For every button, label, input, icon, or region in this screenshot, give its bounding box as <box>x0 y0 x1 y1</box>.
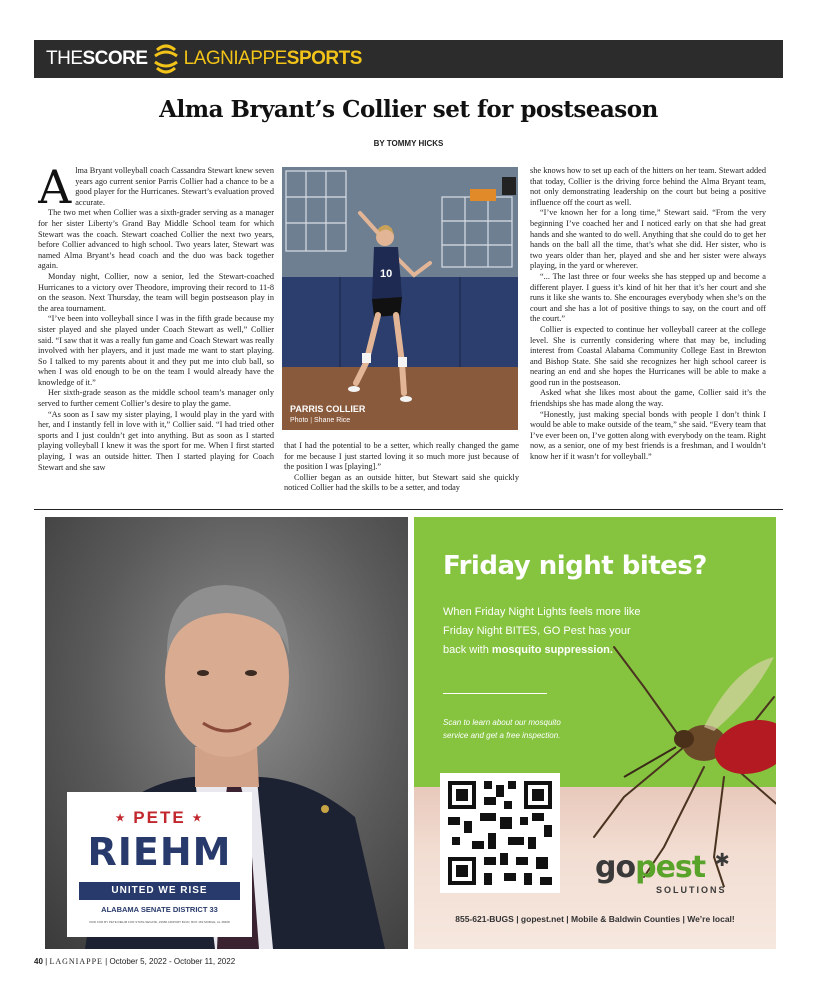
article-paragraph: “... The last three or four weeks she has stepped up and become a different player. I guess it’s kind of hit her that it’s her court and she runs it like she wants to. She encourages everybody when she’s on the court and she has a lot of positive things to say, on the court and off the court.” <box>530 271 766 324</box>
campaign-sign <box>67 792 252 937</box>
article-paragraph: “I’ve been into volleyball since I was in the fifth grade because my sister played and she played under Coach Stewart as well,” Collier said. “I saw that it was a really fun game and Coach Stewart was really involved with her players, and it just made me want to start playing. So I talked to my parents about it and they put me into club ball, so when I was old enough to be on the team I would already have the knowledge of it.” <box>38 314 274 387</box>
drop-cap: A <box>38 166 72 214</box>
campaign-district: ALABAMA SENATE DISTRICT 33 <box>101 905 218 914</box>
article-paragraph: “Honestly, just making special bonds with people I don’t think I would be able to make outside of the team,” she said. “Every team that I’ve ever been on, I’ve gotten along with everybody on the team. Right now, as a senior, one of my best friends is a freshman, and I wouldn’t know her if it wasn’t for volleyball.” <box>530 409 766 462</box>
candidate-first-name <box>67 808 252 828</box>
candidate-first-name-text: PETE <box>133 808 186 827</box>
gopest-logo-pest: pest <box>635 850 706 885</box>
article-column-1 <box>38 166 274 502</box>
publication-name: LAGNIAPPE <box>49 957 103 966</box>
article-photo <box>282 167 518 430</box>
photo-caption-credit: Photo | Shane Rice <box>290 417 351 424</box>
article-paragraph: The two met when Collier was a sixth-grader serving as a manager for her sister Liberty’s Grand Bay Middle School team for which Stewart was the coach. Stewart coached Collier the next two years, before Collier advanced to high school. Two years later, Stewart was named Alma Bryant’s head coach and the duo was back together again. <box>38 208 274 271</box>
gopest-logo <box>595 850 729 885</box>
article-column-2 <box>284 441 519 501</box>
gopest-contact-footer: 855-621-BUGS | gopest.net | Mobile & Baldwin Counties | We’re local! <box>455 914 735 924</box>
page-number: 40 <box>34 957 43 966</box>
swirl-logo-icon <box>152 44 180 74</box>
gopest-scan-text: Scan to learn about our mosquito service and get a free inspection. <box>443 718 561 740</box>
photo-credit-label: Photo <box>290 417 309 424</box>
paid-for-disclaimer: PAID FOR BY PETE RIEHM FOR STATE SENATE, 23680 AIRPORT BLVD, BOX 169 MOBILE, AL 36608 <box>89 920 230 924</box>
mosquito-icon <box>584 627 776 887</box>
campaign-slogan: UNITED WE RISE <box>79 882 240 900</box>
gopest-divider <box>443 693 547 694</box>
folio-separator: | <box>45 957 48 966</box>
section-header <box>34 40 783 78</box>
article-paragraph: Monday night, Collier, now a senior, led the Stewart-coached Hurricanes to a victory over Theodore, improving their record to 11-8 on the season. Next Thursday, the team will begin postseason play in the area tournament. <box>38 271 274 313</box>
article-byline: BY TOMMY HICKS <box>373 139 444 148</box>
article-paragraph: she knows how to set up each of the hitters on her team. Stewart added that today, Collier is the driving force behind the Alma Bryant team, not only demonstrating leadership on the court but being a positive influence off the court as well. <box>530 166 766 207</box>
section-header-lagniappe: LAGNIAPPE <box>183 48 287 69</box>
article-paragraph: “As soon as I saw my sister playing, I would play in the yard with her, and I instantly fell in love with it,” Collier said. “I had tried other sports and I just couldn’t get into anything. But as soon as I started playing volleyball I knew it was the sport for me. When I first started playing, I was an outside hitter. Then I started playing for Coach Stewart and she saw <box>38 409 274 472</box>
article-headline: Alma Bryant’s Collier set for postseason <box>159 96 658 123</box>
qr-code-icon[interactable] <box>440 773 560 893</box>
article-paragraph: lma Bryant volleyball coach Cassandra Stewart knew seven years ago current senior Parris Collier had a chance to be a good player for the Hurricanes. Stewart’s evaluation proved accurate. <box>75 166 274 207</box>
issue-dates: | October 5, 2022 - October 11, 2022 <box>105 957 236 966</box>
article-paragraph: Collier began as an outside hitter, but Stewart said she quickly noticed Collier had the skills to be a setter, and today <box>284 472 519 493</box>
section-header-the: THE <box>46 48 83 69</box>
bug-icon: ✱ <box>714 850 729 871</box>
gopest-headline: Friday night bites? <box>443 551 707 581</box>
ad-pete-riehm[interactable] <box>45 517 408 949</box>
section-header-score: SCORE <box>82 48 148 69</box>
gopest-body <box>443 603 643 660</box>
candidate-last-name: RIEHM <box>87 830 232 874</box>
star-icon: ★ <box>115 813 127 825</box>
page-folio <box>34 957 235 966</box>
article-paragraph: “I’ve known her for a long time,” Stewart said. “From the very beginning I’ve coached her and I noticed early on that she had great hands and she wanted to do well. Anything that she could do to get her hands on the ball all the time, that’s what she did. Her sister, who is two years older than her, played and she and her sister were always playing, in the yard or wherever. <box>530 208 766 271</box>
section-header-sports: SPORTS <box>286 48 362 69</box>
photo-caption-name: PARRIS COLLIER <box>290 404 366 414</box>
section-divider <box>34 509 783 510</box>
photo-credit-name: Shane Rice <box>314 417 351 424</box>
article-column-3 <box>530 166 766 502</box>
gopest-logo-go: go <box>595 850 636 885</box>
article-paragraph: Collier is expected to continue her volleyball career at the college level. She is currently considering where that may be, including interest from Coastal Alabama Community College East in Brewton and Bishop State. She said she recognizes her high school career is nearing an end and she hopes the Hurricanes will be able to make a good run in the postseason. <box>530 324 766 387</box>
gopest-body-text: When Friday Night Lights feels more like Friday Night BITES, GO Pest has your back with <box>443 606 641 656</box>
article-paragraph: Asked what she likes most about the game, Collier said it’s the friendships she has made along the way. <box>530 388 766 409</box>
jersey-number: 10 <box>380 268 393 280</box>
volleyball-player-illustration <box>282 167 518 430</box>
qr-code-graphic <box>448 781 552 885</box>
ad-gopest[interactable] <box>414 517 776 949</box>
gopest-logo-subtitle: SOLUTIONS <box>656 885 727 895</box>
star-icon: ★ <box>192 813 204 825</box>
gopest-body-bold: mosquito suppression. <box>491 644 613 656</box>
article-paragraph: that I had the potential to be a setter, which really changed the game for me because I just started loving it so much more just because of the position I was [playing].” <box>284 441 519 472</box>
article-paragraph: Her sixth-grade season as the middle school team’s manager only served to further cement Collier’s desire to play the game. <box>38 388 274 409</box>
